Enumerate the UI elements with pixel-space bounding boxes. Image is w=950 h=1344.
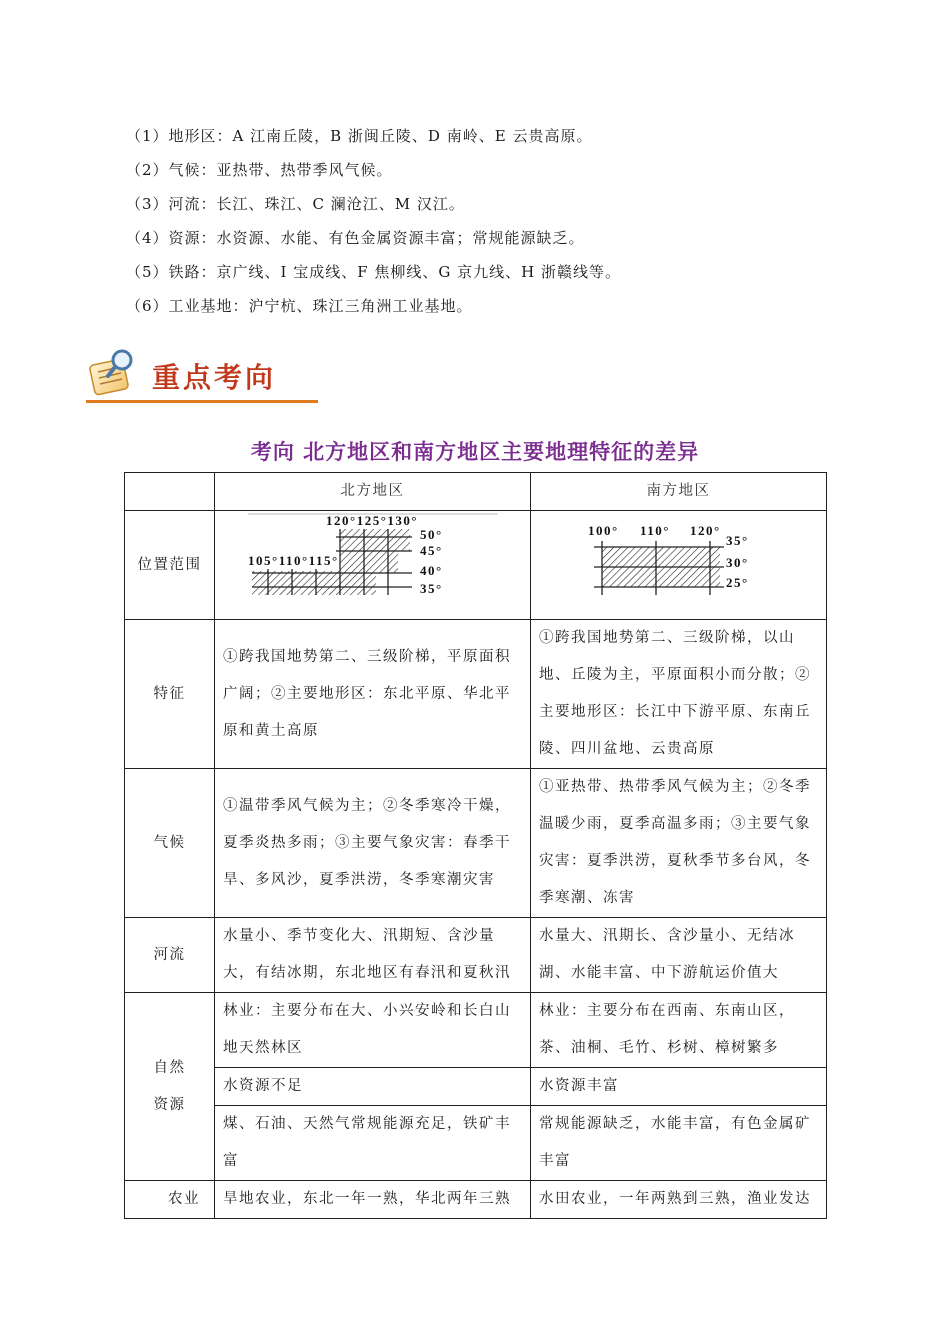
south-lat-35: 35° bbox=[725, 533, 749, 548]
table-row-features bbox=[125, 620, 827, 769]
north-lat-45: 45° bbox=[419, 543, 443, 558]
table-row-position bbox=[125, 511, 827, 620]
row-label-agriculture: 农业 bbox=[125, 1181, 215, 1219]
south-energy: 常规能源缺乏，水能丰富，有色金属矿丰富 bbox=[531, 1106, 827, 1181]
intro-item-industry: （6）工业基地：沪宁杭、珠江三角洲工业基地。 bbox=[126, 297, 473, 315]
row-label-natural-resources bbox=[125, 993, 215, 1181]
north-water: 水资源不足 bbox=[215, 1068, 531, 1106]
south-rivers: 水量大、汛期长、含沙量小、无结冰湖、水能丰富、中下游航运价值大 bbox=[531, 918, 827, 993]
north-agriculture: 旱地农业，东北一年一熟，华北两年三熟 bbox=[215, 1181, 531, 1219]
table-row-climate bbox=[125, 769, 827, 918]
north-lat-50: 50° bbox=[419, 527, 443, 542]
north-lat-35: 35° bbox=[419, 581, 443, 596]
north-lat-40: 40° bbox=[419, 563, 443, 578]
intro-item-landforms: （1）地形区：A 江南丘陵，B 浙闽丘陵、D 南岭、E 云贵高原。 bbox=[126, 127, 593, 145]
north-region-map bbox=[248, 513, 498, 617]
intro-item-resources: （4）资源：水资源、水能、有色金属资源丰富；常规能源缺乏。 bbox=[126, 229, 585, 247]
north-forestry: 林业：主要分布在大、小兴安岭和长白山地天然林区 bbox=[215, 993, 531, 1068]
banner-title: 重点考向 bbox=[152, 361, 277, 394]
header-blank bbox=[125, 473, 215, 511]
table-row-agriculture bbox=[125, 1181, 827, 1219]
table-row-water bbox=[125, 1068, 827, 1106]
header-north: 北方地区 bbox=[215, 473, 531, 511]
row-label-rivers: 河流 bbox=[125, 918, 215, 993]
north-map-left-labels: 105°110°115° bbox=[247, 553, 339, 568]
south-agriculture: 水田农业，一年两熟到三熟，渔业发达 bbox=[531, 1181, 827, 1219]
header-south: 南方地区 bbox=[531, 473, 827, 511]
north-energy: 煤、石油、天然气常规能源充足，铁矿丰富 bbox=[215, 1106, 531, 1181]
intro-list bbox=[126, 124, 846, 328]
south-lon-120: 120° bbox=[689, 523, 721, 538]
south-lat-30: 30° bbox=[725, 555, 749, 570]
row-label-position: 位置范围 bbox=[125, 511, 215, 620]
north-features: ①跨我国地势第二、三级阶梯，平原面积广阔；②主要地形区：东北平原、华北平原和黄土高原 bbox=[215, 620, 531, 769]
row-label-climate: 气候 bbox=[125, 769, 215, 918]
north-climate: ①温带季风气候为主；②冬季寒冷干燥，夏季炎热多雨；③主要气象灾害：春季干旱、多风沙，夏季洪涝，冬季寒潮灾害 bbox=[215, 769, 531, 918]
north-map-cell bbox=[215, 511, 531, 620]
intro-item-rivers: （3）河流：长江、珠江、C 澜沧江、M 汉江。 bbox=[126, 195, 465, 213]
row-label-natural-resources-line2: 资源 bbox=[153, 1096, 186, 1113]
south-region-map bbox=[584, 513, 774, 617]
south-lon-100: 100° bbox=[587, 523, 619, 538]
south-water: 水资源丰富 bbox=[531, 1068, 827, 1106]
table-row-rivers bbox=[125, 918, 827, 993]
table-header-row bbox=[125, 473, 827, 511]
north-map-top-labels: 120°125°130° bbox=[325, 513, 418, 528]
south-lat-25: 25° bbox=[725, 575, 749, 590]
row-label-natural-resources-line1: 自然 bbox=[153, 1059, 186, 1076]
section-title: 考向 北方地区和南方地区主要地理特征的差异 bbox=[250, 440, 700, 464]
south-lon-110: 110° bbox=[639, 523, 670, 538]
south-features: ①跨我国地势第二、三级阶梯，以山地、丘陵为主，平原面积小而分散；②主要地形区：长江中下游平原、东南丘陵、四川盆地、云贵高原 bbox=[531, 620, 827, 769]
south-forestry: 林业：主要分布在西南、东南山区，茶、油桐、毛竹、杉树、樟树繁多 bbox=[531, 993, 827, 1068]
intro-item-climate: （2）气候：亚热带、热带季风气候。 bbox=[126, 161, 393, 179]
south-map-cell bbox=[531, 511, 827, 620]
north-rivers: 水量小、季节变化大、汛期短、含沙量大，有结冰期，东北地区有春汛和夏秋汛 bbox=[215, 918, 531, 993]
row-label-features: 特征 bbox=[125, 620, 215, 769]
table-row-forestry bbox=[125, 993, 827, 1068]
table-row-energy bbox=[125, 1106, 827, 1181]
south-climate: ①亚热带、热带季风气候为主；②冬季温暖少雨，夏季高温多雨；③主要气象灾害：夏季洪涝，夏秋季节多台风，冬季寒潮、冻害 bbox=[531, 769, 827, 918]
intro-item-railways: （5）铁路：京广线、I 宝成线、F 焦柳线、G 京九线、H 浙赣线等。 bbox=[126, 263, 622, 281]
banner-underline bbox=[86, 400, 318, 403]
comparison-table bbox=[124, 472, 827, 1219]
